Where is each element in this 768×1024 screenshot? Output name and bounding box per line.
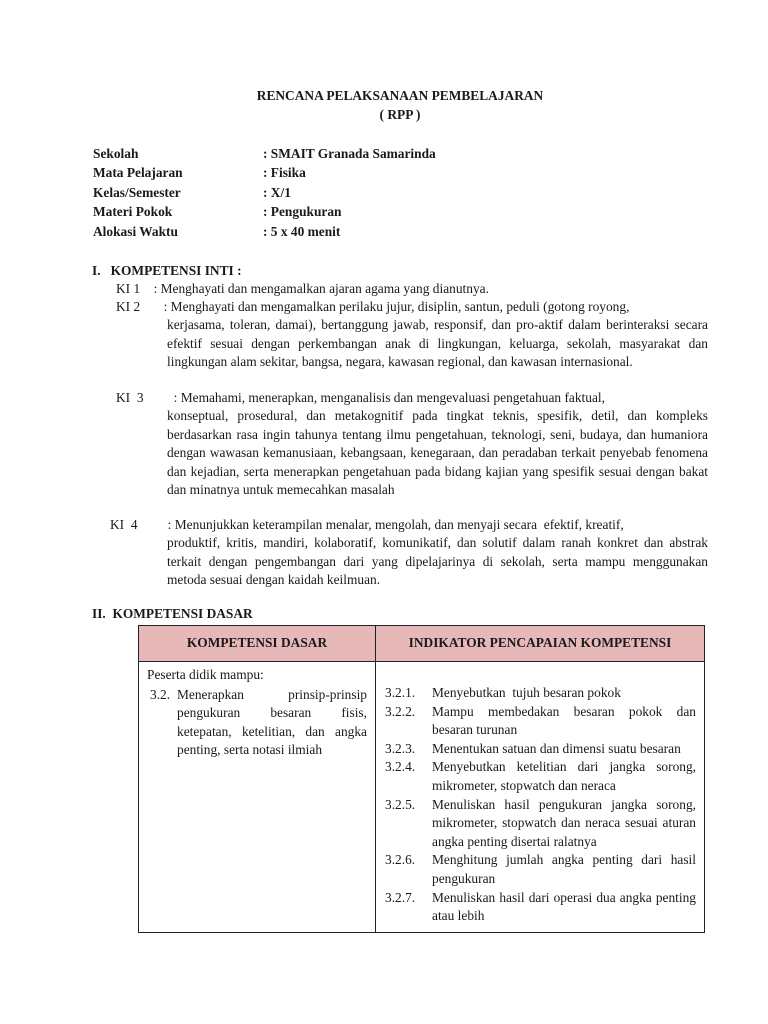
indicator-text: Menyebutkan tujuh besaran pokok — [432, 685, 621, 700]
document-title: RENCANA PELAKSANAAN PEMBELAJARAN — [256, 88, 544, 103]
ki-1: KI 1 : Menghayati dan mengamalkan ajaran agama yang dianutnya. — [116, 281, 489, 296]
identity-label: Kelas/Semester — [93, 184, 181, 200]
ki-3-text: konseptual, prosedural, dan metakognitif pada tingkat teknis, spesifik, detil, dan kompleks berdasarkan rasa ingin tahunya tentang ilmu pengetahuan, teknologi, seni, budaya, dan humaniora dengan wawasan kemanusiaan, kebangsaan, kenegaraan, dan peradaban terkait penyebab fenomena dan kejadian, serta menerapkan pengetahuan pada bidang kajian yang spesifik sesuai dengan bakat dan minatnya untuk memecahkan masalah — [167, 408, 708, 498]
indicator-text: Menuliskan hasil dari operasi dua angka penting atau lebih — [432, 889, 696, 924]
indicator-item — [384, 684, 696, 703]
ki-4-first-line: KI 4 : Menunjukkan keterampilan menalar, mengolah, dan menyaji secara efektif, kreatif, — [110, 517, 624, 532]
identity-label: Alokasi Waktu — [93, 223, 178, 239]
kd-intro: Peserta didik mampu: — [147, 667, 264, 682]
kd-cell — [139, 662, 376, 933]
indicator-cell — [376, 662, 705, 933]
identity-block — [93, 145, 436, 242]
indicator-number: 3.2.6. — [385, 852, 416, 868]
identity-row — [93, 203, 436, 222]
indicator-text: Menghitung jumlah angka penting dari hasil pengukuran — [432, 852, 696, 886]
identity-label: Sekolah — [93, 146, 139, 161]
table-header-kompetensi-dasar: KOMPETENSI DASAR — [139, 626, 376, 662]
competency-table — [138, 625, 705, 933]
identity-value: : X/1 — [263, 184, 291, 200]
identity-row — [93, 164, 436, 183]
indicator-text: Menuliskan hasil pengukuran jangka sorong, mikrometer, stopwatch dan neraca sesuai aturan angka penting disertai ralatnya — [432, 796, 696, 849]
identity-label: Materi Pokok — [93, 204, 173, 220]
ki-3-first-line: KI 3 : Memahami, menerapkan, menganalisis dan mengevaluasi pengetahuan faktual, — [116, 390, 605, 405]
kd-text: Menerapkan prinsip-prinsip pengukuran besaran fisis, ketepatan, ketelitian, dan angka penting, serta notasi ilmiah — [177, 686, 367, 758]
identity-value: : Pengukuran — [263, 204, 342, 220]
kd-item — [147, 686, 367, 760]
indicator-item — [384, 851, 696, 888]
indicator-item — [384, 889, 696, 926]
document-subtitle: ( RPP ) — [379, 107, 421, 122]
ki-4-text: produktif, kritis, mandiri, kolaboratif, komunikatif, dan solutif dalam ranah konkret dan abstrak terkait dengan pengembangan dari yang dipelajarinya di sekolah, serta mampu menggunakan metoda sesuai dengan kaidah keilmuan. — [167, 535, 708, 588]
indicator-number: 3.2.7. — [385, 889, 416, 905]
indicator-number: 3.2.1. — [385, 685, 416, 700]
section-heading-kompetensi-dasar: II. KOMPETENSI DASAR — [92, 606, 253, 621]
indicator-text: Menentukan satuan dan dimensi suatu besaran — [432, 740, 681, 756]
kd-number: 3.2. — [150, 686, 171, 702]
indicator-item — [384, 740, 696, 759]
indicator-number: 3.2.4. — [385, 759, 416, 775]
indicator-text: Mampu membedakan besaran pokok dan besaran turunan — [432, 703, 696, 738]
table-row — [139, 662, 705, 933]
indicator-item — [384, 758, 696, 795]
identity-row — [93, 145, 436, 164]
table-header-row — [139, 626, 705, 662]
indicator-item — [384, 703, 696, 740]
ki-2-first-line: KI 2 : Menghayati dan mengamalkan perilaku jujur, disiplin, santun, peduli (gotong royong, — [116, 299, 630, 314]
indicator-number: 3.2.5. — [385, 796, 416, 812]
identity-value: : 5 x 40 menit — [263, 223, 341, 239]
section-heading-kompetensi-inti: I. KOMPETENSI INTI : — [92, 263, 242, 278]
identity-label: Mata Pelajaran — [93, 165, 183, 181]
indicator-number: 3.2.2. — [385, 703, 416, 719]
identity-row — [93, 223, 436, 242]
table-header-indikator: INDIKATOR PENCAPAIAN KOMPETENSI — [376, 626, 705, 662]
indicator-item — [384, 796, 696, 852]
identity-row — [93, 184, 436, 203]
ki-2-text: kerjasama, toleran, damai), bertanggung jawab, responsif, dan pro-aktif dalam berinteraksi secara efektif sesuai dengan perkembangan anak di lingkungan, keluarga, sekolah, masyarakat dan lingkungan alam sekitar, bangsa, negara, kawasan regional, dan kawasan internasional. — [167, 317, 708, 370]
indicator-text: Menyebutkan ketelitian dari jangka sorong, mikrometer, stopwatch dan neraca — [432, 759, 696, 793]
indicator-number: 3.2.3. — [385, 740, 416, 756]
identity-value: : SMAIT Granada Samarinda — [263, 146, 436, 161]
identity-value: : Fisika — [263, 165, 306, 181]
